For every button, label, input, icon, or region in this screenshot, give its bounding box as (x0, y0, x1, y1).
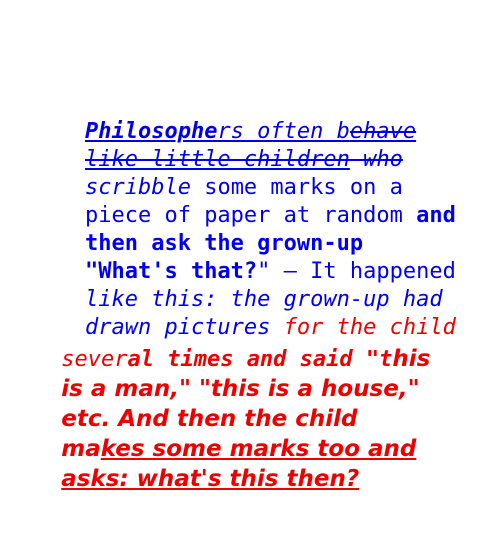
text-segment: who (349, 147, 403, 172)
text-segment: sever (61, 347, 128, 372)
text-segment: etc. And then the child (61, 406, 358, 432)
text-segment: ma (61, 436, 101, 462)
passage-text (32, 90, 472, 492)
text-segment: drawn pictures (84, 315, 284, 340)
text-segment: "What's that? (84, 259, 258, 284)
passage-line-1 (32, 90, 472, 144)
text-segment: asks: what's this then? (61, 466, 360, 492)
text-segment: rs often b (217, 119, 350, 144)
text-segment: some marks on a (190, 175, 403, 200)
text-segment: for the child (283, 315, 456, 340)
text-segment: scribble (84, 175, 191, 200)
text-segment: al times and said "t (127, 347, 393, 372)
text-segment: ehave (349, 119, 417, 144)
text-segment: " — It happened (257, 259, 456, 284)
text-segment: kes some marks too and (100, 436, 417, 462)
text-segment: like this: the grown-up had (84, 287, 443, 312)
text-segment: Philosophe (84, 119, 218, 144)
text-segment: then ask the grown-up (84, 231, 364, 256)
text-segment: his (392, 346, 431, 372)
text-segment: is a man," "this is a house," (61, 376, 420, 402)
text-segment: piece of paper at random (84, 203, 417, 228)
text-segment: and (416, 203, 456, 228)
text-segment: like little children (84, 147, 350, 172)
